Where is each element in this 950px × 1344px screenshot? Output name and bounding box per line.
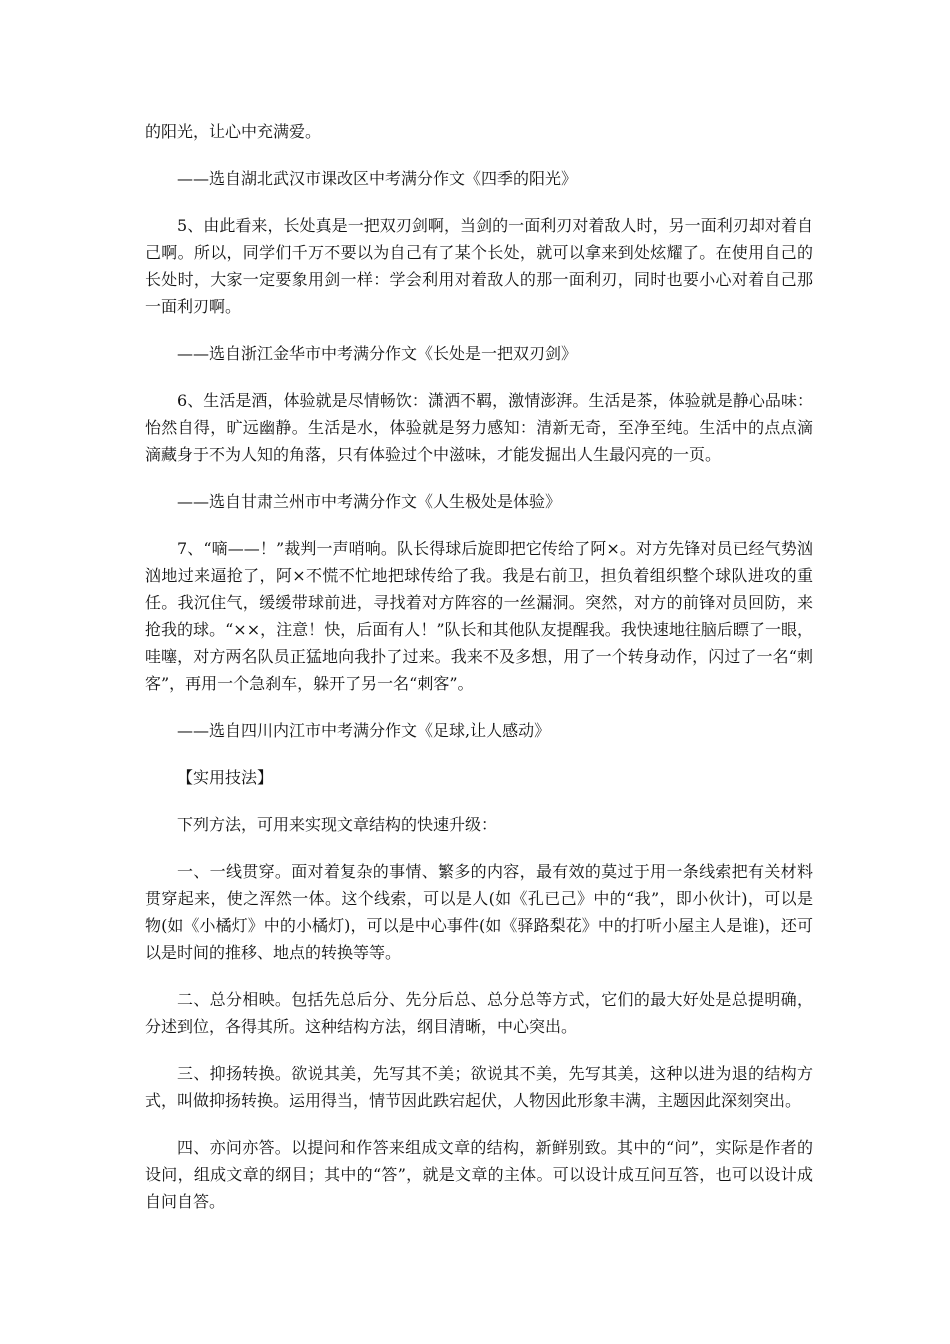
paragraph-excerpt-5: 5、由此看来，长处真是一把双刃剑啊，当剑的一面利刃对着敌人时，另一面利刃却对着自己啊。所以，同学们千万不要以为自己有了某个长处，就可以拿来到处炫耀了。在使用自己的长处时，大家一定要象用剑一样：学会利用对着敌人的那一面利刃，同时也要小心对着自己那一面利刃啊。 — [145, 216, 813, 316]
paragraph-excerpt-7: 7、“嘀——！”裁判一声哨响。队长得球后旋即把它传给了阿×。对方先锋对员已经气势汹汹地过来逼抢了，阿×不慌不忙地把球传给了我。我是右前卫，担负着组织整个球队进攻的重任。我沉住气，缓缓带球前进，寻找着对方阵容的一丝漏洞。突然，对方的前锋对员回防，来抢我的球。“××，注意！快，后面有人！”队长和其他队友提醒我。我快速地往脑后瞟了一眼，哇噻，对方两名队员正猛地向我扑了过来。我来不及多想，用了一个转身动作，闪过了一名“刺客”，再用一个急刹车，躲开了另一名“刺客”。 — [145, 539, 813, 693]
source-citation: ——选自甘肃兰州市中考满分作文《人生极处是体验》 — [177, 492, 562, 511]
paragraph-continuation: 的阳光，让心中充满爱。 — [145, 122, 322, 141]
section-heading: 【实用技法】 — [177, 768, 274, 787]
source-citation: ——选自湖北武汉市课改区中考满分作文《四季的阳光》 — [177, 169, 578, 188]
paragraph-method-1: 一、一线贯穿。面对着复杂的事情、繁多的内容，最有效的莫过于用一条线索把有关材料贯穿起来，使之浑然一体。这个线索，可以是人(如《孔已己》中的“我”，即小伙计)，可以是物(如《小橘灯》中的小橘灯)，可以是中心事件(如《驿路梨花》中的打听小屋主人是谁)，还可以是时间的推移、地点的转换等等。 — [145, 862, 813, 962]
paragraph-method-4: 四、亦问亦答。以提问和作答来组成文章的结构，新鲜别致。其中的“问”，实际是作者的设问，组成文章的纲目；其中的“答”，就是文章的主体。可以设计成互问互答，也可以设计成自问自答。 — [145, 1138, 813, 1211]
source-citation: ——选自浙江金华市中考满分作文《长处是一把双刃剑》 — [177, 344, 578, 363]
document-page — [145, 118, 813, 1235]
paragraph-intro: 下列方法，可用来实现文章结构的快速升级： — [177, 815, 498, 834]
paragraph-method-2: 二、总分相映。包括先总后分、先分后总、总分总等方式，它们的最大好处是总提明确，分述到位，各得其所。这种结构方法，纲目清晰，中心突出。 — [145, 990, 813, 1036]
source-citation: ——选自四川内江市中考满分作文《足球,让人感动》 — [177, 721, 551, 740]
paragraph-excerpt-6: 6、生活是酒，体验就是尽情畅饮：潇洒不羁，激情澎湃。生活是茶，体验就是静心品味：怡然自得，旷远幽静。生活是水，体验就是努力感知：清新无奇，至净至纯。生活中的点点滴滴藏身于不为人知的角落，只有体验过个中滋味，才能发掘出人生最闪亮的一页。 — [145, 391, 813, 464]
paragraph-method-3: 三、抑扬转换。欲说其美，先写其不美；欲说其不美，先写其美，这种以进为退的结构方式，叫做抑扬转换。运用得当，情节因此跌宕起伏，人物因此形象丰满，主题因此深刻突出。 — [145, 1064, 813, 1110]
